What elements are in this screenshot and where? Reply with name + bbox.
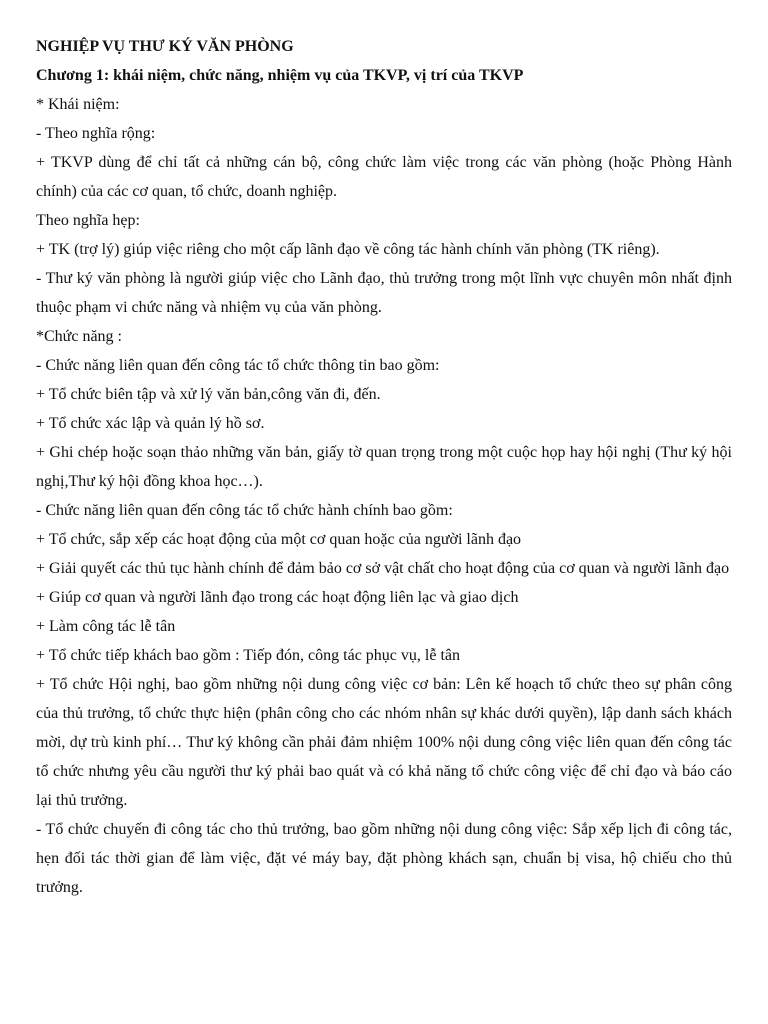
paragraph-narrow-sense: Theo nghĩa hẹp: [36, 212, 140, 229]
paragraph-narrow-sense-detail: + TK (trợ lý) giúp việc riêng cho một cấp lãnh đạo về công tác hành chính văn phòng (TK riêng). [36, 241, 660, 258]
paragraph-business-trip: - Tổ chức chuyến đi công tác cho thủ trưởng, bao gồm những nội dung công việc: Sắp xếp lịch đi công tác, hẹn đối tác thời gian để làm việc, đặt vé máy bay, đặt phòng khách sạn, chuẩn bị visa, hộ chiếu cho thủ trưởng. [36, 821, 732, 896]
document-page [36, 32, 732, 902]
list-item: + Tổ chức xác lập và quản lý hồ sơ. [36, 415, 265, 432]
paragraph-information-functions: - Chức năng liên quan đến công tác tổ chức thông tin bao gồm: [36, 357, 440, 374]
list-item: + Giúp cơ quan và người lãnh đạo trong các hoạt động liên lạc và giao dịch [36, 589, 519, 606]
paragraph-broad-sense: - Theo nghĩa rộng: [36, 125, 156, 142]
list-item: + Giải quyết các thủ tục hành chính để đảm bảo cơ sở vật chất cho hoạt động của cơ quan và người lãnh đạo [36, 560, 730, 577]
list-item: + Tổ chức biên tập và xử lý văn bản,công văn đi, đến. [36, 386, 381, 403]
paragraph-functions-heading: *Chức năng : [36, 328, 122, 345]
chapter-heading: Chương 1: khái niệm, chức năng, nhiệm vụ của TKVP, vị trí của TKVP [36, 67, 524, 84]
paragraph-definition-heading: * Khái niệm: [36, 96, 120, 113]
list-item: + Tổ chức Hội nghị, bao gồm những nội dung công việc cơ bản: Lên kế hoạch tổ chức theo sự phân công của thủ trưởng, tổ chức thực hiện (phân công cho các nhóm nhân sự khác dưới quyền), lập danh sách khách mời, dự trù kinh phí… Thư ký không cần phải đảm nhiệm 100% nội dung công việc liên quan đến công tác tổ chức nhưng yêu cầu người thư ký phải bao quát và có khả năng tổ chức công việc để chỉ đạo và báo cáo lại thủ trưởng. [36, 676, 732, 809]
paragraph-administrative-functions: - Chức năng liên quan đến công tác tổ chức hành chính bao gồm: [36, 502, 453, 519]
paragraph-broad-sense-detail: + TKVP dùng để chỉ tất cả những cán bộ, công chức làm việc trong các văn phòng (hoặc Phòng Hành chính) của các cơ quan, tổ chức, doanh nghiệp. [36, 154, 732, 200]
list-item: + Ghi chép hoặc soạn thảo những văn bản, giấy tờ quan trọng trong một cuộc họp hay hội nghị (Thư ký hội nghị,Thư ký hội đồng khoa học…). [36, 444, 732, 490]
document-title: NGHIỆP VỤ THƯ KÝ VĂN PHÒNG [36, 38, 294, 55]
list-item: + Tổ chức tiếp khách bao gồm : Tiếp đón, công tác phục vụ, lễ tân [36, 647, 460, 664]
list-item: + Làm công tác lễ tân [36, 618, 176, 635]
paragraph-office-secretary: - Thư ký văn phòng là người giúp việc cho Lãnh đạo, thủ trưởng trong một lĩnh vực chuyên môn nhất định thuộc phạm vi chức năng và nhiệm vụ của văn phòng. [36, 270, 732, 316]
list-item: + Tổ chức, sắp xếp các hoạt động của một cơ quan hoặc của người lãnh đạo [36, 531, 522, 548]
